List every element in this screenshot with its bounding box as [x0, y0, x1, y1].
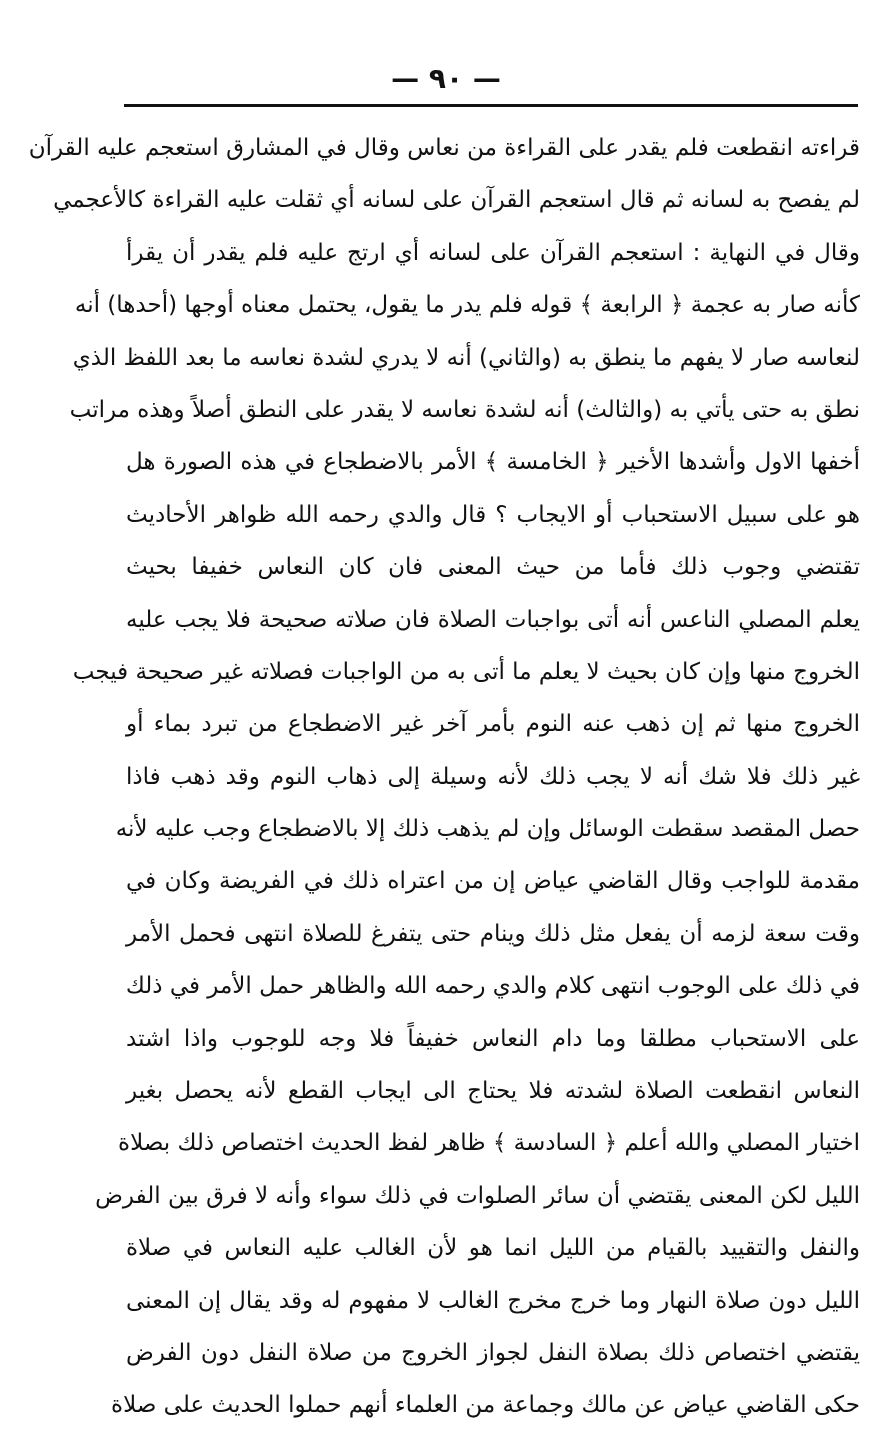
- text-line: والنفل والتقييد بالقيام من الليل انما هو لأن الغالب عليه النعاس في صلاة: [126, 1235, 860, 1262]
- text-line: نطق به حتى يأتي به (والثالث) أنه لشدة نعاسه لا يقدر على النطق أصلاً وهذه مراتب: [69, 396, 860, 423]
- text-line: هو على سبيل الاستحباب أو الايجاب ؟ قال والدي رحمه الله ظواهر الأحاديث: [126, 501, 860, 528]
- body-text: [28, 122, 860, 1432]
- page-number: — ٩٠ —: [391, 62, 501, 95]
- header-rule: [124, 104, 858, 107]
- text-line: اختيار المصلي والله أعلم ﴿ السادسة ﴾ ظاهر لفظ الحديث اختصاص ذلك بصلاة: [118, 1130, 860, 1157]
- text-line: النعاس انقطعت الصلاة لشدته فلا يحتاج الى ايجاب القطع لأنه يحصل بغير: [126, 1078, 860, 1105]
- text-line: أخفها الاول وأشدها الأخير ﴿ الخامسة ﴾ الأمر بالاضطجاع في هذه الصورة هل: [126, 449, 860, 476]
- text-line: الليل لكن المعنى يقتضي أن سائر الصلوات في ذلك سواء وأنه لا فرق بين الفرض: [95, 1182, 860, 1209]
- text-line: تقتضي وجوب ذلك فأما من حيث المعنى فان كان النعاس خفيفا بحيث: [126, 554, 860, 581]
- text-line: الخروج منها وإن كان بحيث لا يعلم ما أتى به من الواجبات فصلاته غير صحيحة فيجب: [72, 658, 860, 685]
- text-line: لم يفصح به لسانه ثم قال استعجم القرآن على لسانه أي ثقلت عليه القراءة كالأعجمي: [53, 187, 860, 214]
- text-line: حصل المقصد سقطت الوسائل وإن لم يذهب ذلك إلا بالاضطجاع وجب عليه لأنه: [115, 816, 860, 843]
- text-line: غير ذلك فلا شك أنه لا يجب ذلك لأنه وسيلة إلى ذهاب النوم وقد ذهب فاذا: [126, 763, 860, 790]
- text-line: حكى القاضي عياض عن مالك وجماعة من العلماء أنهم حملوا الحديث على صلاة: [111, 1392, 860, 1419]
- text-line: على الاستحباب مطلقا وما دام النعاس خفيفاً فلا وجه للوجوب واذا اشتد: [126, 1025, 860, 1052]
- text-line: وقت سعة لزمه أن يفعل مثل ذلك وينام حتى يتفرغ للصلاة انتهى فحمل الأمر: [126, 920, 860, 947]
- text-line: في ذلك على الوجوب انتهى كلام والدي رحمه الله والظاهر حمل الأمر في ذلك: [125, 973, 860, 1000]
- text-line: كأنه صار به عجمة ﴿ الرابعة ﴾ قوله فلم يدر ما يقول، يحتمل معناه أوجها (أحدها) أنه: [74, 292, 860, 319]
- text-line: قراءته انقطعت فلم يقدر على القراءة من نعاس وقال في المشارق استعجم عليه القرآن: [28, 135, 860, 161]
- text-line: لنعاسه صار لا يفهم ما ينطق به (والثاني) أنه لا يدري لشدة نعاسه ما بعد اللفظ الذي: [72, 344, 860, 371]
- text-line: مقدمة للواجب وقال القاضي عياض إن من اعتراه ذلك في الفريضة وكان في: [126, 868, 860, 895]
- text-line: وقال في النهاية : استعجم القرآن على لسانه أي ارتج عليه فلم يقدر أن يقرأ: [126, 239, 860, 266]
- text-line: الليل دون صلاة النهار وما خرج مخرج الغالب لا مفهوم له وقد يقال إن المعنى: [126, 1287, 860, 1314]
- text-line: يقتضي اختصاص ذلك بصلاة النفل لجواز الخروج من صلاة النفل دون الفرض: [126, 1339, 860, 1366]
- text-line: الخروج منها ثم إن ذهب عنه النوم بأمر آخر غير الاضطجاع من تبرد بماء أو: [126, 711, 860, 738]
- text-line: يعلم المصلي الناعس أنه أتى بواجبات الصلاة فان صلاته صحيحة فلا يجب عليه: [126, 606, 860, 633]
